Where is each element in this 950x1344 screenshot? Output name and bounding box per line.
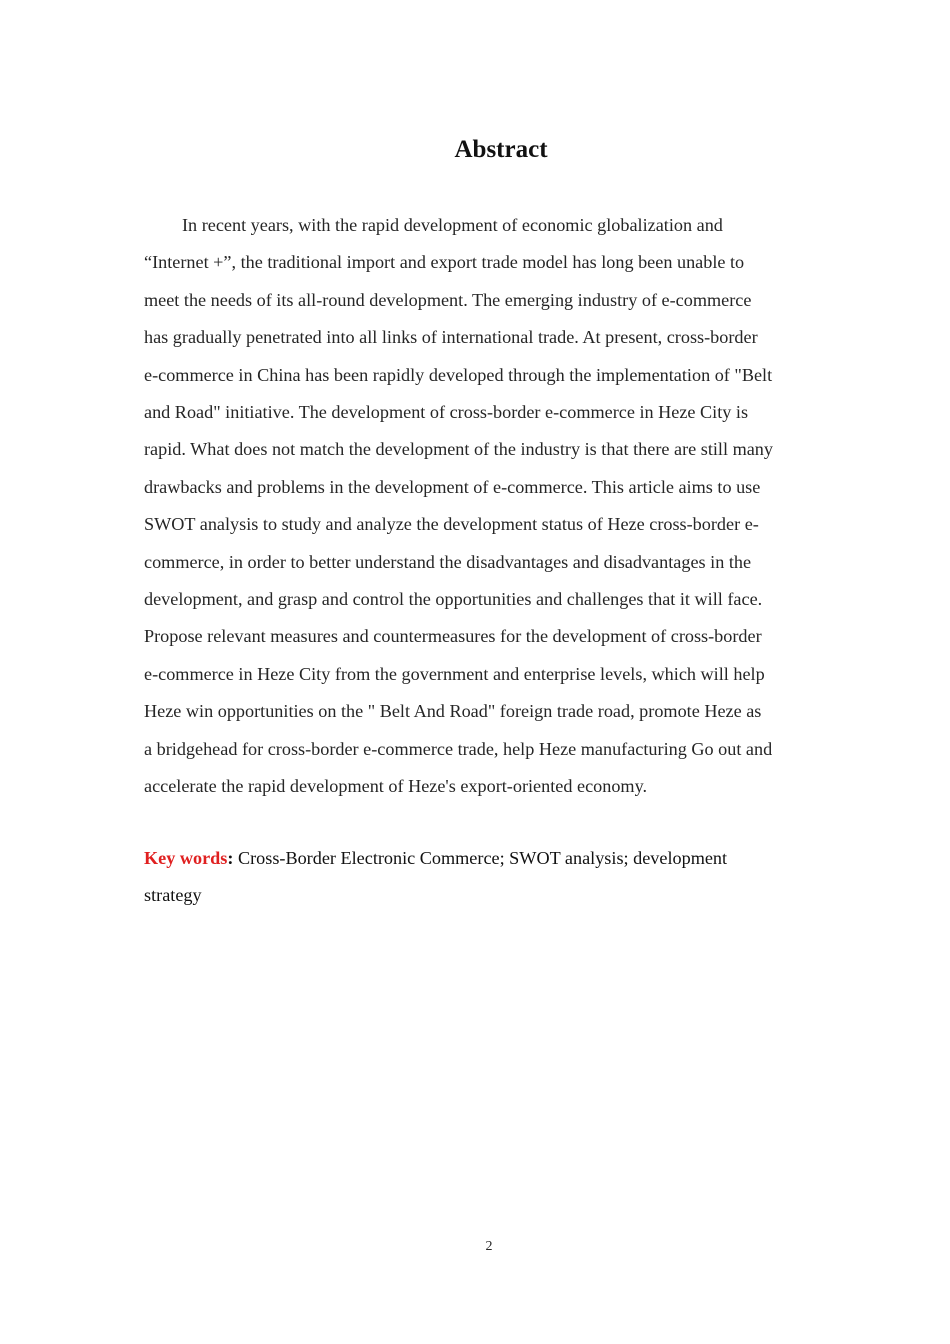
abstract-line: In recent years, with the rapid development of economic globalization and [182,215,723,235]
abstract-line: rapid. What does not match the development of the industry is that there are still many [144,439,773,460]
abstract-line: Propose relevant measures and countermeasures for the development of cross-border [144,626,762,647]
keywords-colon: : [227,848,234,868]
abstract-line: development, and grasp and control the opportunities and challenges that it will face. [144,589,763,610]
abstract-line: Heze win opportunities on the " Belt And Road" foreign trade road, promote Heze as [144,701,762,722]
keywords-line [144,840,814,877]
abstract-line: accelerate the rapid development of Heze's export-oriented economy. [144,776,648,797]
abstract-line: a bridgehead for cross-border e-commerce trade, help Heze manufacturing Go out and [144,738,773,759]
abstract-line: meet the needs of its all-round development. The emerging industry of e-commerce [144,289,752,310]
keywords-label: Key words [144,848,228,868]
abstract-line: drawbacks and problems in the development of e-commerce. This article aims to use [144,476,761,497]
abstract-paragraph [144,207,814,806]
page-title: Abstract [454,136,548,163]
abstract-line: has gradually penetrated into all links of international trade. At present, cross-border [144,327,758,348]
keywords-section [144,840,814,915]
abstract-line: “Internet +”, the traditional import and export trade model has long been unable to [144,252,745,273]
abstract-line: and Road" initiative. The development of cross-border e-commerce in Heze City is [144,402,749,423]
keywords-text-continued: strategy [144,885,202,906]
abstract-line: commerce, in order to better understand the disadvantages and disadvantages in the [144,551,752,572]
page-number: 2 [485,1239,493,1254]
abstract-line: e-commerce in Heze City from the government and enterprise levels, which will help [144,663,765,684]
abstract-line: SWOT analysis to study and analyze the development status of Heze cross-border e- [144,514,759,535]
keywords-text: Cross-Border Electronic Commerce; SWOT analysis; development [233,848,728,868]
abstract-line: e-commerce in China has been rapidly developed through the implementation of "Belt [144,364,773,385]
